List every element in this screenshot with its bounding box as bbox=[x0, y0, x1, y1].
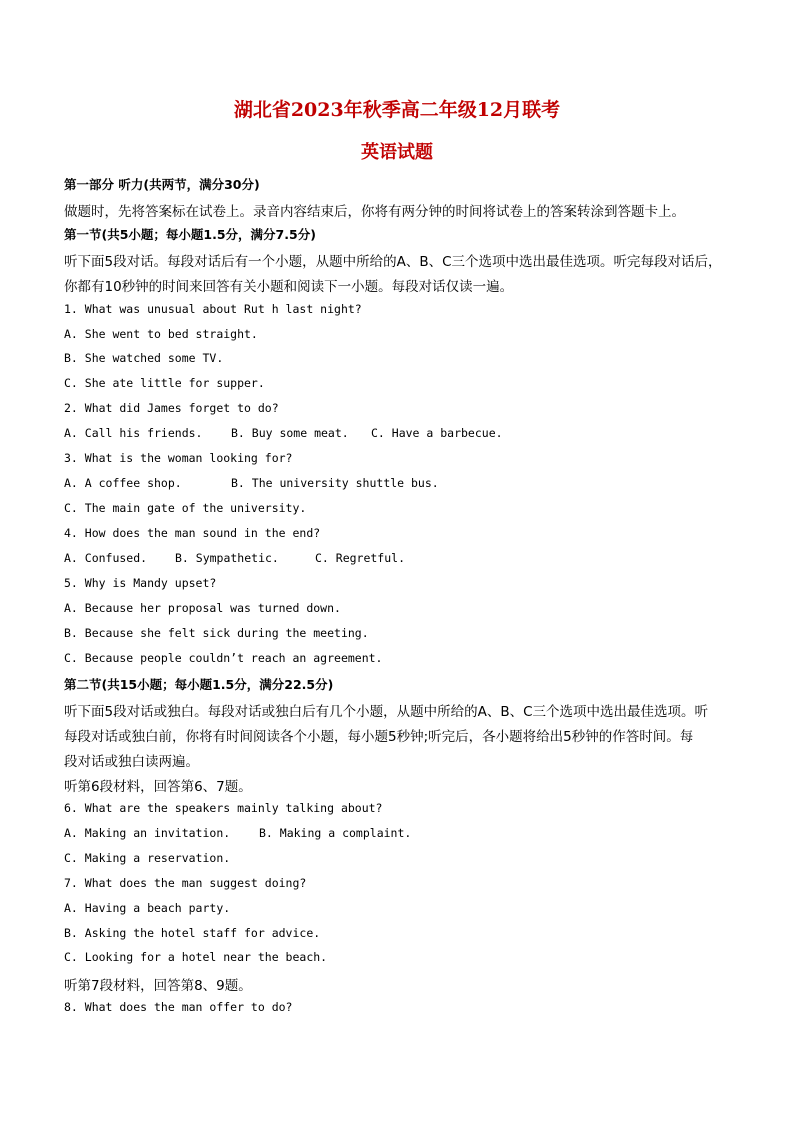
q4-option-b: B. Sympathetic. bbox=[175, 551, 279, 565]
q1-option-a: A. She went to bed straight. bbox=[64, 327, 258, 341]
q7-option-b: B. Asking the hotel staff for advice. bbox=[64, 926, 321, 940]
section2-instruction-line: 段对话或独白读两遍。 bbox=[64, 754, 199, 770]
q4-option-a: A. Confused. bbox=[64, 551, 148, 565]
question-6: 6. What are the speakers mainly talking about? bbox=[64, 801, 383, 815]
section2-instruction-line: 听下面5段对话或独白。每段对话或独白后有几个小题，从题中所给的A、B、C三个选项中选出最佳选项。听 bbox=[64, 704, 709, 720]
q2-option-c: C. Have a barbecue. bbox=[371, 426, 503, 440]
q3-option-a: A. A coffee shop. bbox=[64, 476, 182, 490]
question-2: 2. What did James forget to do? bbox=[64, 401, 279, 415]
q5-option-b: B. Because she felt sick during the meeting. bbox=[64, 626, 369, 640]
section1-instruction-line: 听下面5段对话。每段对话后有一个小题，从题中所给的A、B、C三个选项中选出最佳选项。听完每段对话后， bbox=[64, 254, 722, 270]
q5-option-c: C. Because people couldn’t reach an agreement. bbox=[64, 651, 383, 665]
section1-instruction-line: 你都有10秒钟的时间来回答有关小题和阅读下一小题。每段对话仅读一遍。 bbox=[64, 279, 514, 295]
material-7-label: 听第7段材料，回答第8、9题。 bbox=[64, 978, 252, 994]
q6-options bbox=[64, 826, 411, 840]
question-3: 3. What is the woman looking for? bbox=[64, 451, 293, 465]
section1-heading: 第一节(共5小题；每小题1.5分，满分7.5分) bbox=[64, 227, 316, 242]
section2-heading: 第二节(共15小题；每小题1.5分，满分22.5分) bbox=[64, 677, 334, 692]
q3-option-b: B. The university shuttle bus. bbox=[231, 476, 439, 490]
q7-option-c: C. Looking for a hotel near the beach. bbox=[64, 950, 328, 964]
exam-subtitle: 英语试题 bbox=[361, 142, 433, 163]
q6-option-c: C. Making a reservation. bbox=[64, 851, 231, 865]
q6-option-a: A. Making an invitation. bbox=[64, 826, 231, 840]
part1-instruction: 做题时，先将答案标在试卷上。录音内容结束后，你将有两分钟的时间将试卷上的答案转涂到答题卡上。 bbox=[64, 204, 685, 220]
question-8: 8. What does the man offer to do? bbox=[64, 1000, 293, 1014]
question-1: 1. What was unusual about Rut h last night? bbox=[64, 302, 362, 316]
part1-heading: 第一部分 听力(共两节，满分30分) bbox=[64, 177, 260, 192]
exam-title: 湖北省2023年秋季高二年级12月联考 bbox=[233, 99, 561, 121]
q5-option-a: A. Because her proposal was turned down. bbox=[64, 601, 341, 615]
question-4: 4. How does the man sound in the end? bbox=[64, 526, 321, 540]
q3-option-c: C. The main gate of the university. bbox=[64, 501, 307, 515]
q7-option-a: A. Having a beach party. bbox=[64, 901, 231, 915]
material-6-label: 听第6段材料，回答第6、7题。 bbox=[64, 779, 252, 795]
q6-option-b: B. Making a complaint. bbox=[259, 826, 412, 840]
q2-option-b: B. Buy some meat. bbox=[231, 426, 349, 440]
section2-instruction-line: 每段对话或独白前，你将有时间阅读各个小题，每小题5秒钟;听完后，各小题将给出5秒钟的作答时间。每 bbox=[64, 729, 694, 745]
q3-options bbox=[64, 476, 439, 490]
question-5: 5. Why is Mandy upset? bbox=[64, 576, 217, 590]
question-7: 7. What does the man suggest doing? bbox=[64, 876, 307, 890]
q4-option-c: C. Regretful. bbox=[315, 551, 406, 565]
q2-options bbox=[64, 426, 503, 440]
q1-option-b: B. She watched some TV. bbox=[64, 351, 224, 365]
q1-option-c: C. She ate little for supper. bbox=[64, 376, 265, 390]
q2-option-a: A. Call his friends. bbox=[64, 426, 203, 440]
q4-options bbox=[64, 551, 405, 565]
